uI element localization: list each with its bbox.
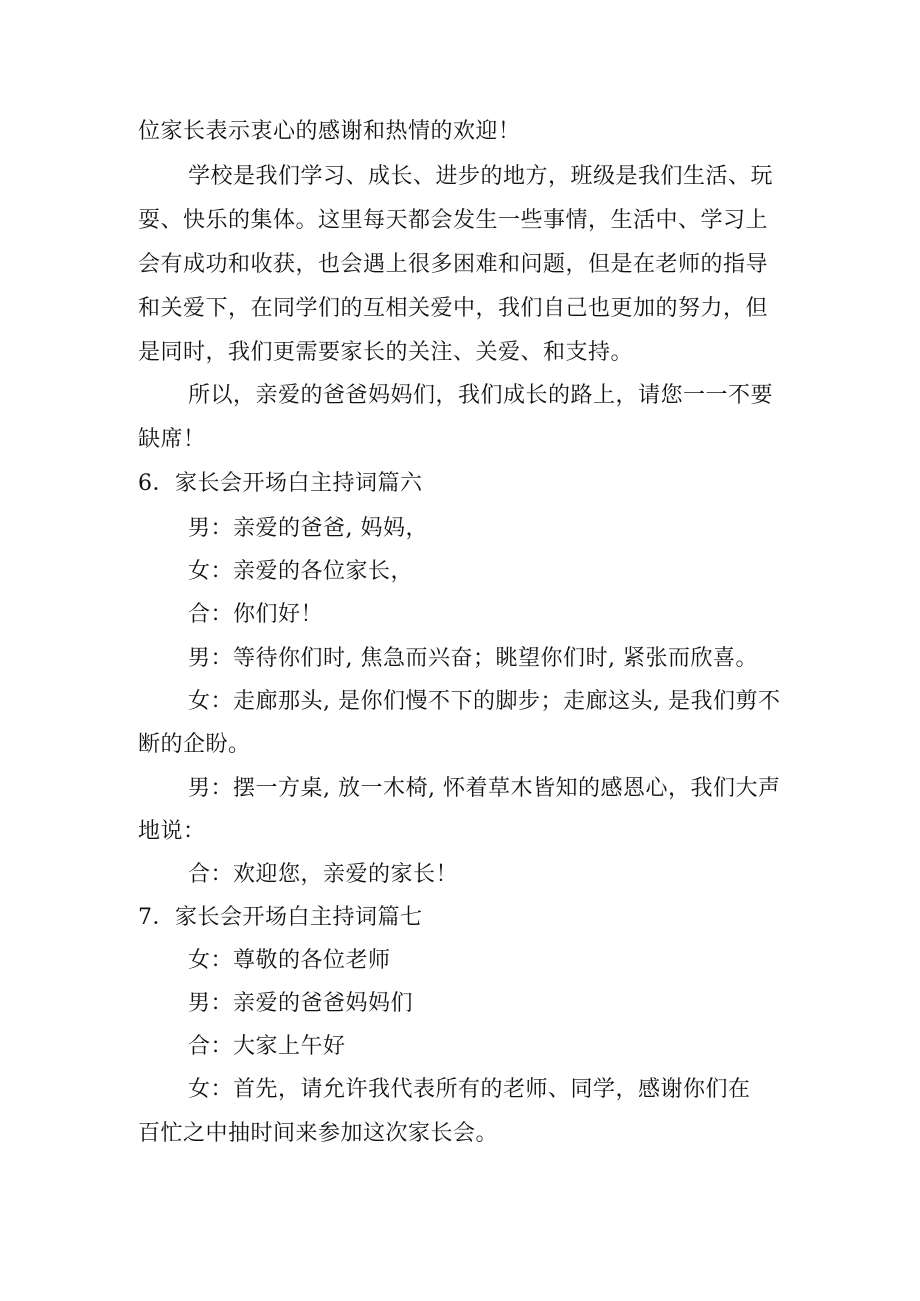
dialogue-line: 女：走廊那头, 是你们慢不下的脚步；走廊这头, 是我们剪不 <box>188 689 781 714</box>
section-heading-7: 7．家长会开场白主持词篇七 <box>138 905 423 930</box>
paragraph-line: 位家长表示衷心的感谢和热情的欢迎！ <box>138 119 521 144</box>
dialogue-line: 合：你们好！ <box>188 602 324 627</box>
dialogue-line: 女：亲爱的各位家长， <box>188 559 414 584</box>
paragraph-line: 和关爱下，在同学们的互相关爱中，我们自己也更加的努力，但 <box>138 296 769 321</box>
dialogue-line: 男：亲爱的爸爸, 妈妈， <box>188 516 428 541</box>
section-heading-6: 6．家长会开场白主持词篇六 <box>138 471 423 496</box>
dialogue-line: 合：大家上午好 <box>188 1034 346 1059</box>
dialogue-line: 男：亲爱的爸爸妈妈们 <box>188 991 414 1016</box>
dialogue-line: 男：摆一方桌, 放一木椅, 怀着草木皆知的感恩心，我们大声 <box>188 776 781 801</box>
dialogue-line: 地说： <box>138 819 206 844</box>
paragraph-line: 耍、快乐的集体。这里每天都会发生一些事情，生活中、学习上 <box>138 208 769 233</box>
paragraph-line: 缺席！ <box>138 427 206 452</box>
dialogue-line: 合：欢迎您，亲爱的家长！ <box>188 862 459 887</box>
dialogue-line: 断的企盼。 <box>138 732 251 757</box>
paragraph-line: 所以，亲爱的爸爸妈妈们，我们成长的路上，请您一一不要 <box>188 383 774 408</box>
paragraph-line: 学校是我们学习、成长、进步的地方，班级是我们生活、玩 <box>188 164 774 189</box>
dialogue-line: 女：尊敬的各位老师 <box>188 948 391 973</box>
paragraph-line: 是同时，我们更需要家长的关注、关爱、和支持。 <box>138 340 634 365</box>
dialogue-line: 男：等待你们时, 焦急而兴奋；眺望你们时, 紧张而欣喜。 <box>188 646 758 671</box>
dialogue-line: 女：首先，请允许我代表所有的老师、同学，感谢你们在 <box>188 1077 751 1102</box>
paragraph-line: 会有成功和收获，也会遇上很多困难和问题，但是在老师的指导 <box>138 252 769 277</box>
dialogue-line: 百忙之中抽时间来参加这次家长会。 <box>138 1121 499 1146</box>
